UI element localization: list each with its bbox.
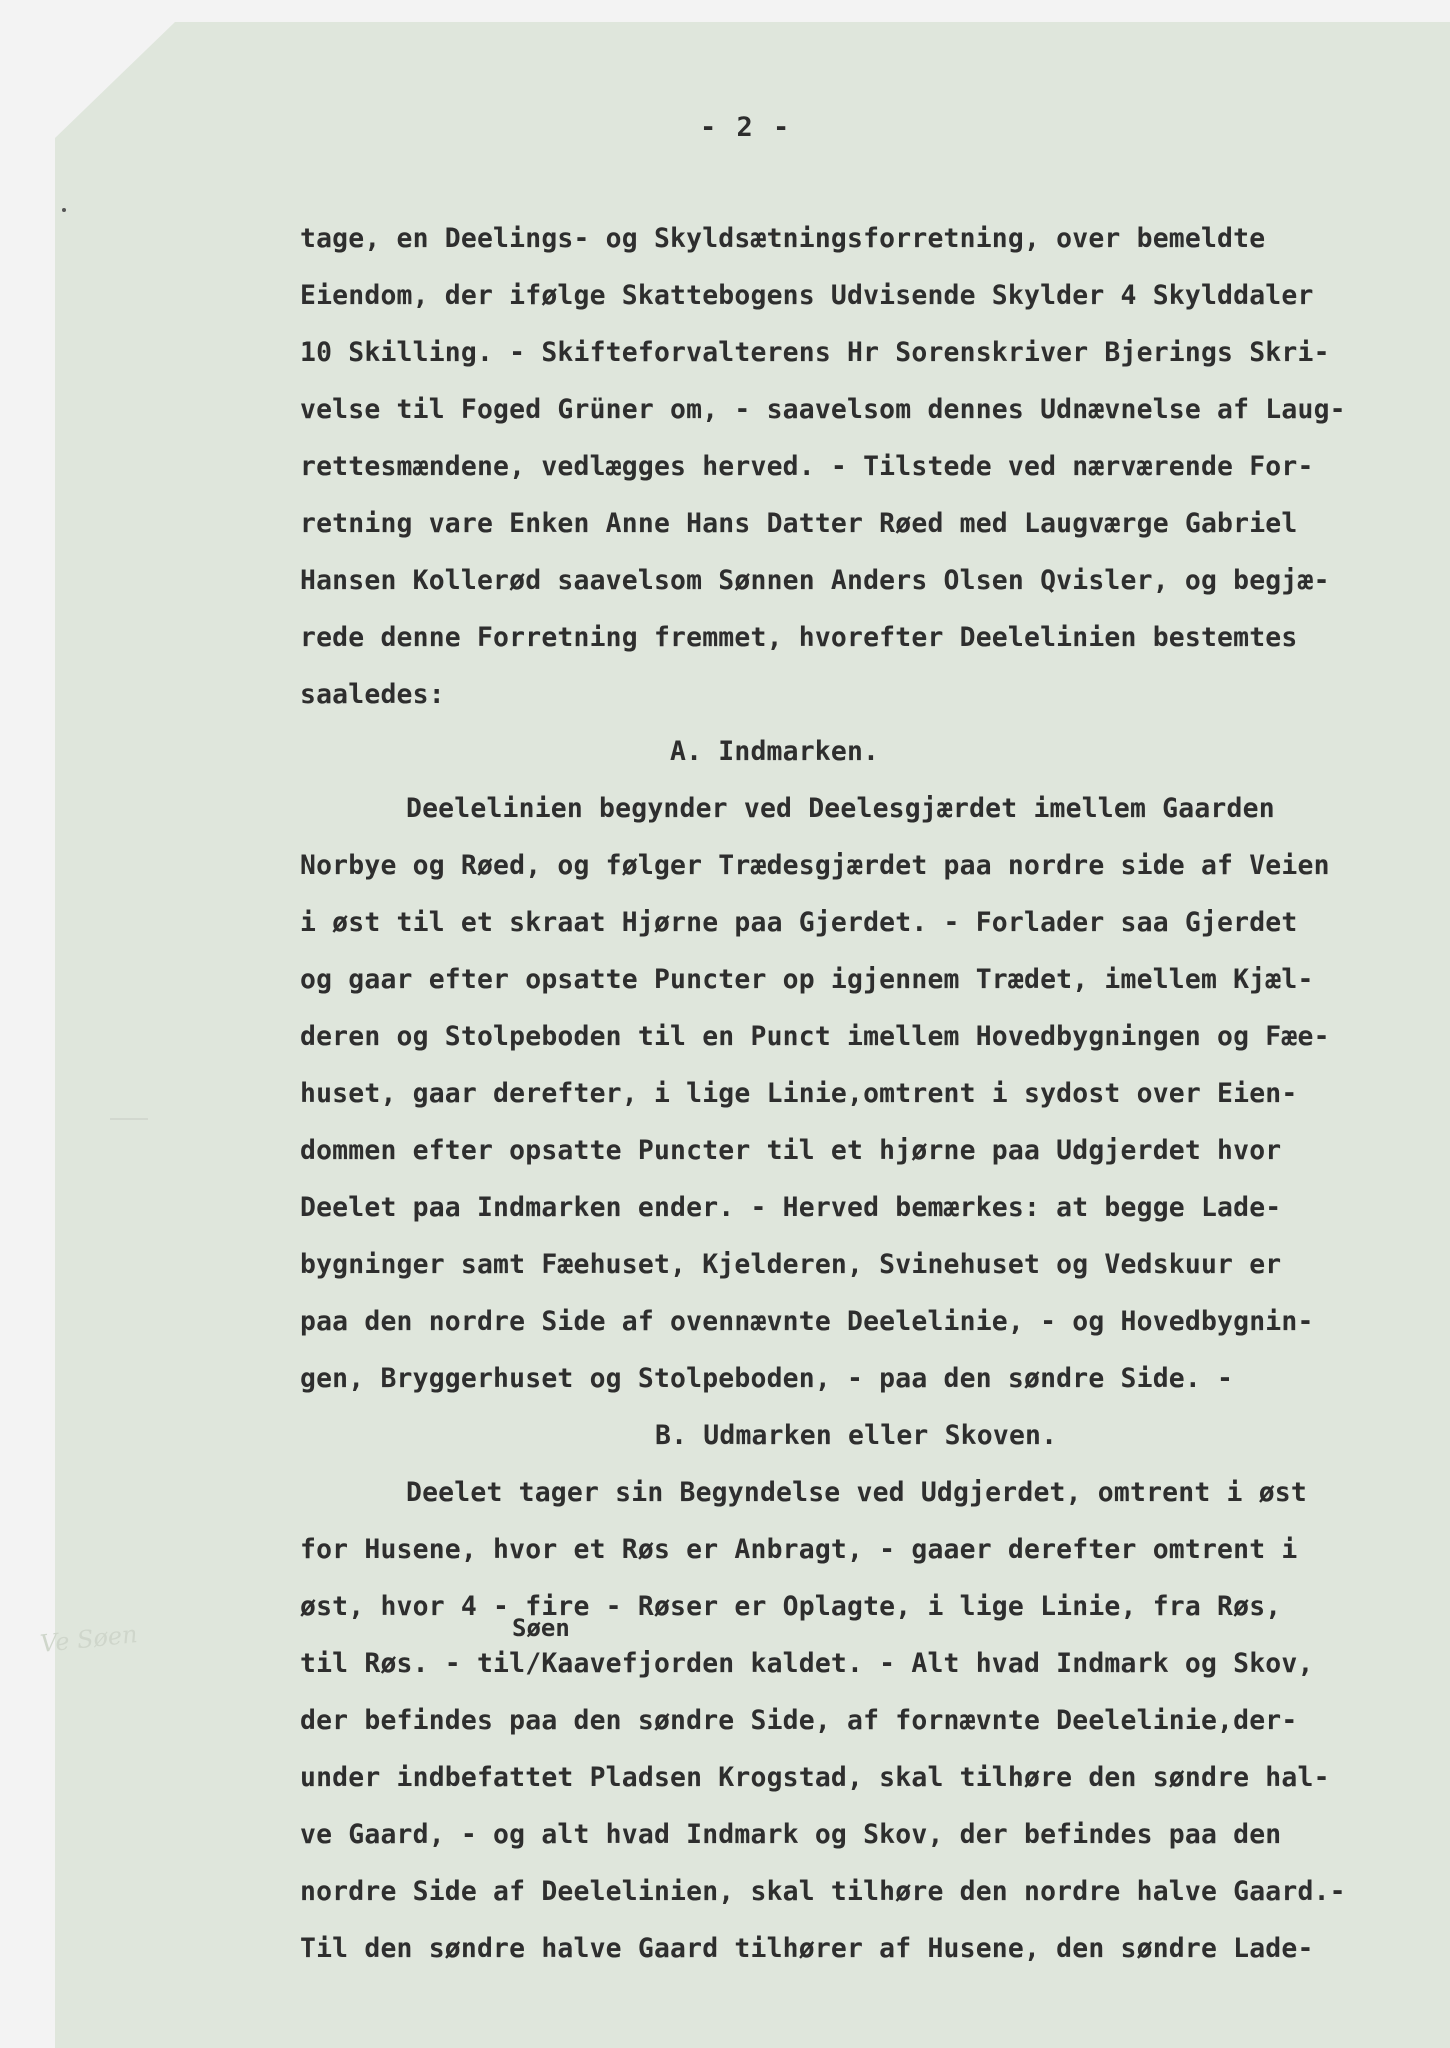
text-line: Hansen Kollerød saavelsom Sønnen Anders Olsen Qvisler, og begjæ-	[300, 565, 1330, 596]
text-line: paa den nordre Side af ovennævnte Deelelinie, - og Hovedbygnin-	[300, 1306, 1314, 1337]
document-body	[300, 210, 1430, 1977]
text-line: i øst til et skraat Hjørne paa Gjerdet. - Forlader saa Gjerdet	[300, 907, 1298, 938]
text-line: tage, en Deelings- og Skyldsætningsforretning, over bemeldte	[300, 223, 1266, 254]
text-line: Til den søndre halve Gaard tilhører af Husene, den søndre Lade-	[300, 1933, 1314, 1964]
text-line: Eiendom, der ifølge Skattebogens Udvisende Skylder 4 Skylddaler	[300, 280, 1314, 311]
text-line: bygninger samt Fæehuset, Kjelderen, Svinehuset og Vedskuur er	[300, 1249, 1282, 1280]
text-line: Deelet paa Indmarken ender. - Herved bemærkes: at begge Lade-	[300, 1192, 1282, 1223]
text-line: saaledes:	[300, 679, 445, 710]
text-line: deren og Stolpeboden til en Punct imellem Hovedbygningen og Fæe-	[300, 1021, 1330, 1052]
text-line: 10 Skilling. - Skifteforvalterens Hr Sorenskriver Bjerings Skri-	[300, 337, 1330, 368]
text-line: og gaar efter opsatte Puncter op igjennem Trædet, imellem Kjæl-	[300, 964, 1314, 995]
text-line: velse til Foged Grüner om, - saavelsom dennes Udnævnelse af Laug-	[300, 394, 1346, 425]
text-line: nordre Side af Deelelinien, skal tilhøre den nordre halve Gaard.-	[300, 1876, 1346, 1907]
section-heading-b: B. Udmarken eller Skoven.	[655, 1420, 1058, 1451]
text-line: dommen efter opsatte Puncter til et hjørne paa Udgjerdet hvor	[300, 1135, 1282, 1166]
page-number: - 2 -	[700, 112, 792, 143]
text-line: huset, gaar derefter, i lige Linie,omtrent i sydost over Eien-	[300, 1078, 1298, 1109]
margin-dot	[62, 208, 66, 212]
text-line: rede denne Forretning fremmet, hvorefter Deelelinien bestemtes	[300, 622, 1298, 653]
margin-note: Ve Søen	[38, 1619, 139, 1659]
text-line: retning vare Enken Anne Hans Datter Røed med Laugværge Gabriel	[300, 508, 1298, 539]
text-line: rettesmændene, vedlægges herved. - Tilstede ved nærværende For-	[300, 451, 1314, 482]
text-line: ve Gaard, - og alt hvad Indmark og Skov, der befindes paa den	[300, 1819, 1282, 1850]
section-heading-a: A. Indmarken.	[670, 736, 880, 767]
paragraph-start: Deelelinien begynder ved Deelesgjærdet imellem Gaarden	[406, 793, 1275, 824]
margin-mark	[110, 1118, 148, 1120]
interlinear-insertion: Søen	[512, 1614, 570, 1642]
text-line: gen, Bryggerhuset og Stolpeboden, - paa den søndre Side. -	[300, 1363, 1234, 1394]
text-line: under indbefattet Pladsen Krogstad, skal tilhøre den søndre hal-	[300, 1762, 1330, 1793]
text-line: Norbye og Røed, og følger Trædesgjærdet paa nordre side af Veien	[300, 850, 1330, 881]
paragraph-start: Deelet tager sin Begyndelse ved Udgjerdet, omtrent i øst	[406, 1477, 1307, 1508]
text-line: for Husene, hvor et Røs er Anbragt, - gaaer derefter omtrent i	[300, 1534, 1298, 1565]
text-line: øst, hvor 4 - fire - Røser er Oplagte, i lige Linie, fra Røs,	[300, 1591, 1282, 1622]
text-line: der befindes paa den søndre Side, af fornævnte Deelelinie,der-	[300, 1705, 1298, 1736]
text-line: til Røs. - til/Kaavefjorden kaldet. - Alt hvad Indmark og Skov,	[300, 1648, 1314, 1679]
